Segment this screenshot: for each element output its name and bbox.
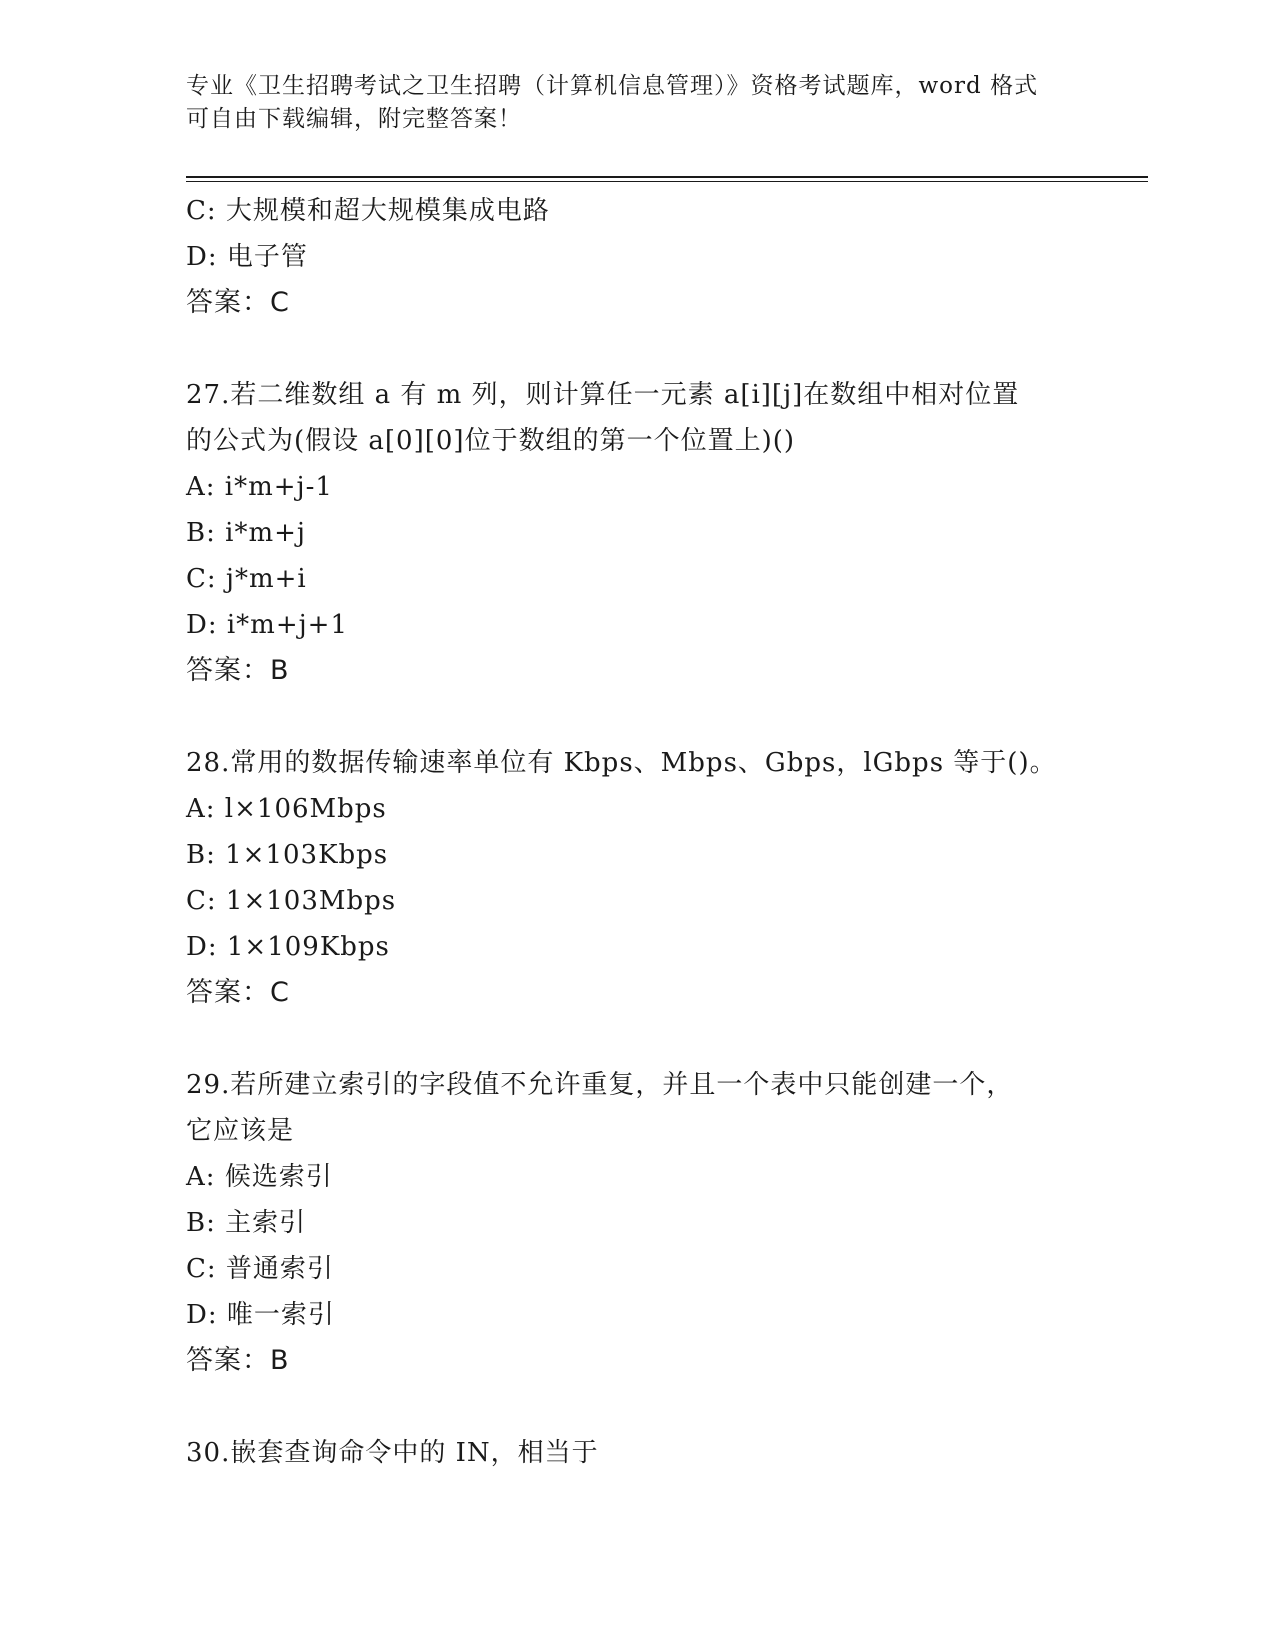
header-divider-thick: [186, 176, 1148, 178]
header-title-line-2: 可自由下载编辑，附完整答案！: [186, 106, 522, 132]
spacer: [186, 1384, 1106, 1430]
option-b: B: i*m+j: [186, 518, 306, 548]
option-a: A: l×106Mbps: [186, 794, 387, 824]
question-stem-line-1: 28.常用的数据传输速率单位有 Kbps、Mbps、Gbps，lGbps 等于()。: [186, 748, 1057, 778]
answer: 答案：C: [186, 977, 290, 1008]
option-d: D: 唯一索引: [186, 1300, 335, 1330]
option-d: D: i*m+j+1: [186, 610, 349, 640]
option-c: C: 普通索引: [186, 1254, 334, 1284]
question-26: [186, 188, 1106, 326]
question-list: [186, 188, 1106, 1476]
option-a: A: i*m+j-1: [186, 472, 333, 502]
header-title-line-1: 专业《卫生招聘考试之卫生招聘（计算机信息管理）》资格考试题库，word 格式: [186, 73, 1039, 99]
spacer: [186, 326, 1106, 372]
option-d: D: 1×109Kbps: [186, 932, 390, 962]
page-header: [186, 70, 1086, 136]
option-b: B: 主索引: [186, 1208, 307, 1238]
answer: 答案：B: [186, 655, 290, 686]
option-c: C: 大规模和超大规模集成电路: [186, 196, 550, 226]
question-30: [186, 1430, 1106, 1476]
answer: 答案：B: [186, 1345, 290, 1376]
question-27: [186, 372, 1106, 694]
spacer: [186, 1016, 1106, 1062]
option-c: C: j*m+i: [186, 564, 307, 594]
question-stem-line-1: 30.嵌套查询命令中的 IN，相当于: [186, 1438, 599, 1468]
question-29: [186, 1062, 1106, 1384]
option-a: A: 候选索引: [186, 1162, 333, 1192]
question-28: [186, 740, 1106, 1016]
answer: 答案：C: [186, 287, 290, 318]
question-stem-line-1: 27.若二维数组 a 有 m 列，则计算任一元素 a[i][j]在数组中相对位置: [186, 380, 1020, 410]
option-c: C: 1×103Mbps: [186, 886, 397, 916]
spacer: [186, 694, 1106, 740]
option-d: D: 电子管: [186, 242, 308, 272]
header-divider-thin: [186, 181, 1148, 182]
question-stem-line-2: 它应该是: [186, 1116, 295, 1146]
question-stem-line-2: 的公式为(假设 a[0][0]位于数组的第一个位置上)(): [186, 426, 795, 456]
question-stem-line-1: 29.若所建立索引的字段值不允许重复，并且一个表中只能创建一个，: [186, 1070, 1014, 1100]
option-b: B: 1×103Kbps: [186, 840, 389, 870]
